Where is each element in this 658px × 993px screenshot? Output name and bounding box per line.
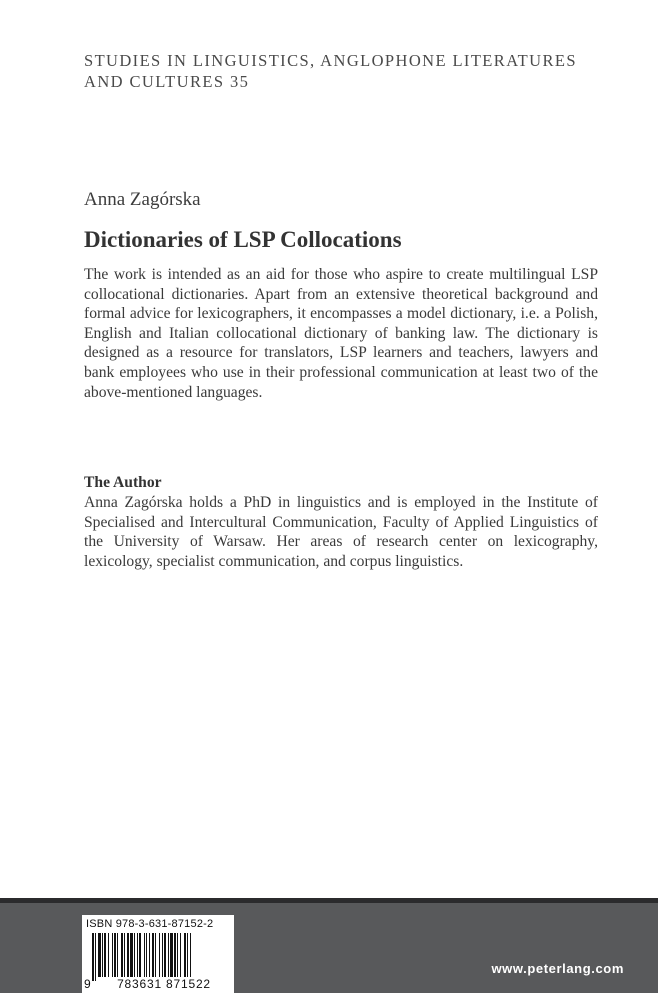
barcode-number: 783631 871522: [98, 977, 230, 991]
author-name: Anna Zagórska: [84, 189, 201, 210]
footer-divider: [0, 898, 658, 903]
isbn-label: ISBN 978-3-631-87152-2: [86, 918, 214, 930]
isbn-barcode: [82, 915, 234, 993]
book-title: Dictionaries of LSP Collocations: [84, 227, 402, 252]
barcode-lead-digit: 9: [84, 977, 92, 991]
barcode-icon: [92, 933, 224, 981]
book-description: The work is intended as an aid for those who aspire to create multilingual LSP collocational dictionaries. Apart from an extensive theoretical background and formal advice for lexicographers, it encompasses a model dictionary, i.e. a Polish, English and Italian collocational dictionary of banking law. The dictionary is designed as a resource for translators, LSP learners and teachers, lawyers and bank employees who use in their professional communication at least two of the above-mentioned languages.: [84, 266, 598, 401]
series-title-line-2: AND CULTURES 35: [84, 72, 250, 91]
series-title: [84, 50, 624, 92]
series-title-line-1: STUDIES IN LINGUISTICS, ANGLOPHONE LITERATURES: [84, 51, 577, 70]
author-section-heading: The Author: [84, 474, 162, 491]
publisher-website-link[interactable]: www.peterlang.com: [491, 961, 624, 976]
author-bio: Anna Zagórska holds a PhD in linguistics and is employed in the Institute of Specialised and Intercultural Communication, Faculty of Applied Linguistics of the University of Warsaw. Her areas of research center on lexicography, lexicology, specialist communication, and corpus linguistics.: [84, 494, 598, 570]
